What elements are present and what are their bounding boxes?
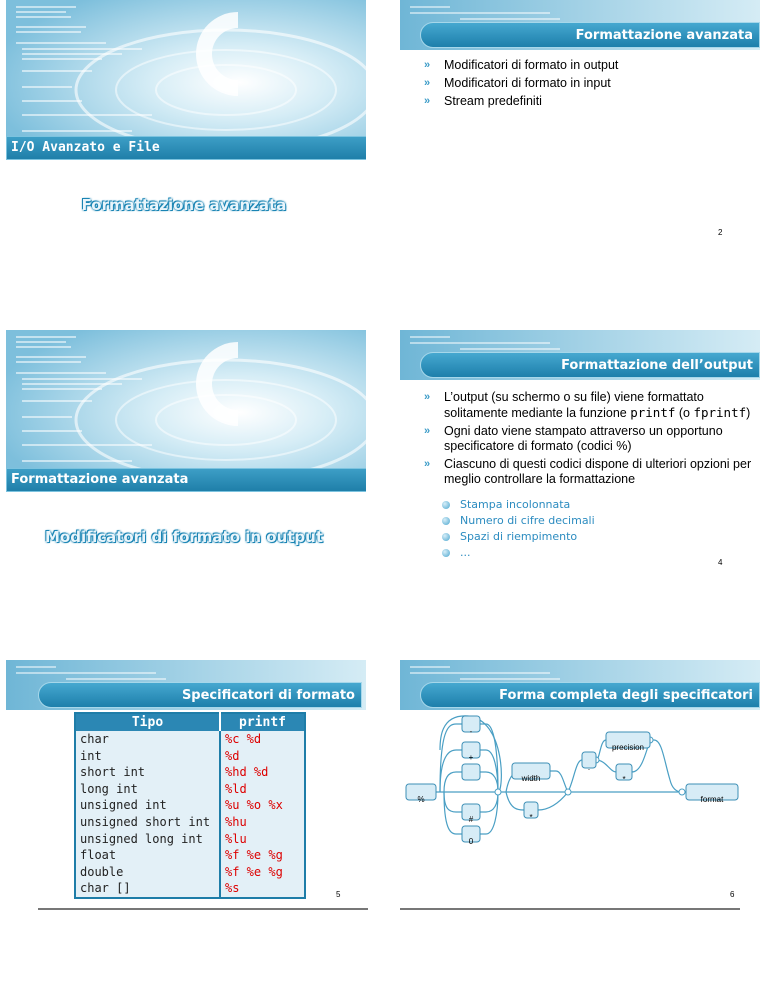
bullet-dot-icon: [442, 549, 450, 557]
table-row: [75, 797, 305, 814]
slide-1: [6, 0, 366, 265]
format-specifier-table: [74, 712, 306, 899]
bullet-item: » Modificatori di formato in output: [424, 58, 619, 72]
double-chevron-icon: »: [424, 95, 431, 107]
bullet-item: » Modificatori di formato in input: [424, 76, 611, 90]
format-cell: %lu: [220, 831, 305, 848]
column-header-printf: printf: [220, 713, 305, 731]
swirl-background-image: [6, 0, 366, 150]
section-title-band: I/O Avanzato e File: [6, 136, 366, 160]
slide-header: Forma completa degli specificatori: [420, 682, 760, 708]
type-cell: unsigned short int: [80, 814, 211, 829]
slide-5: [6, 660, 366, 920]
bullet-list: [422, 390, 752, 490]
format-cell: %f %e %g: [220, 847, 305, 864]
hash-flag-node: #: [468, 815, 474, 824]
format-cell: %c %d: [220, 731, 305, 748]
page-number: 4: [718, 558, 723, 567]
format-cell: %u %o %x: [220, 797, 305, 814]
precision-star-node: *: [622, 775, 626, 784]
table-row: [75, 731, 305, 748]
type-cell: unsigned long int: [80, 831, 203, 846]
specifier-syntax-diagram: [400, 710, 760, 860]
type-cell: int: [80, 748, 102, 763]
width-node: width: [521, 774, 541, 783]
table-row: [75, 847, 305, 864]
sub-bullet-item: Spazi di riempimento: [422, 530, 742, 544]
type-cell: unsigned int: [80, 798, 167, 813]
plus-flag-node: +: [468, 753, 474, 762]
table-row: [75, 880, 305, 898]
format-cell: %d: [220, 748, 305, 765]
table-row: [75, 831, 305, 848]
double-chevron-icon: »: [424, 425, 431, 437]
sub-bullet-item: ...: [422, 546, 742, 560]
double-chevron-icon: »: [424, 391, 431, 403]
slide-header: Formattazione dell’output: [420, 352, 760, 378]
double-chevron-icon: »: [424, 59, 431, 71]
format-cell: %f %e %g: [220, 864, 305, 881]
slide-2: [400, 0, 760, 265]
double-chevron-icon: »: [424, 77, 431, 89]
bullet-item: » Stream predefiniti: [424, 94, 542, 108]
slide-header: Specificatori di formato: [38, 682, 362, 708]
bullet-dot-icon: [442, 517, 450, 525]
double-chevron-icon: »: [424, 458, 431, 470]
type-cell: float: [80, 848, 117, 863]
bullet-item: » Ogni dato viene stampato attraverso un opportuno specificatore di formato (codici %): [424, 424, 723, 453]
sub-bullet-item: Stampa incolonnata: [422, 498, 742, 512]
format-node: format: [700, 795, 724, 804]
percent-node: %: [417, 795, 425, 804]
width-star-node: *: [529, 813, 533, 822]
type-cell: char []: [80, 881, 131, 896]
bullet-dot-icon: [442, 501, 450, 509]
precision-node: precision: [611, 743, 644, 752]
type-cell: char: [80, 732, 109, 746]
slide-divider: [400, 908, 740, 910]
type-cell: short int: [80, 765, 146, 780]
table-row: [75, 764, 305, 781]
type-cell: long int: [80, 781, 138, 796]
format-cell: %hu: [220, 814, 305, 831]
page-number: 5: [336, 890, 341, 899]
column-header-tipo: Tipo: [75, 713, 220, 731]
sub-bullet-item: Numero di cifre decimali: [422, 514, 742, 528]
bullet-item: » L’output (su schermo o su file) viene formattato solitamente mediante la funzione printf (o fprintf): [424, 390, 751, 420]
bullet-item: » Ciascuno di questi codici dispone di ulteriori opzioni per meglio controllare la formattazione: [424, 457, 752, 486]
table-row: [75, 748, 305, 765]
minus-flag-node: -: [469, 727, 473, 736]
swirl-background-image: [6, 330, 366, 480]
format-cell: %s: [220, 880, 305, 898]
table-header-row: [75, 713, 305, 731]
table-row: [75, 781, 305, 798]
bullet-list: [422, 58, 752, 112]
slide-6: [400, 660, 760, 920]
format-cell: %hd %d: [220, 764, 305, 781]
section-subtitle: Modificatori di formato in output: [44, 528, 324, 546]
table-row: [75, 864, 305, 881]
section-subtitle: Formattazione avanzata: [81, 196, 287, 214]
page-number: 6: [730, 890, 735, 899]
table-row: [75, 814, 305, 831]
slide-4: [400, 330, 760, 595]
bullet-dot-icon: [442, 533, 450, 541]
section-title-band: Formattazione avanzata: [6, 468, 366, 492]
page-number: 2: [718, 228, 723, 237]
slide-divider: [38, 908, 368, 910]
slide-header: Formattazione avanzata: [420, 22, 760, 48]
format-cell: %ld: [220, 781, 305, 798]
slide-3: [6, 330, 366, 595]
dot-node: .: [587, 763, 591, 772]
type-cell: double: [80, 864, 124, 879]
sub-bullet-list: [422, 498, 742, 562]
zero-flag-node: 0: [468, 837, 474, 846]
